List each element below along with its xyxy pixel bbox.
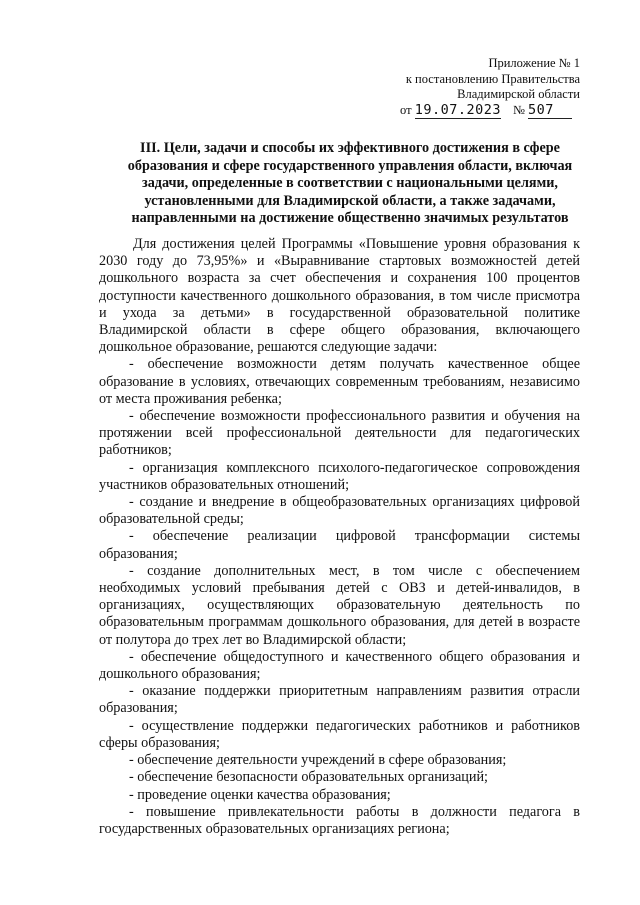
task-item: - организация комплексного психолого-педагогическое сопровождения участников образовательных отношений; <box>99 459 580 493</box>
date-value: 19.07.2023 <box>414 101 501 118</box>
task-item: - обеспечение безопасности образовательных организаций; <box>129 769 489 786</box>
task-item: - осуществление поддержки педагогических работников и работников сферы образования; <box>99 717 580 751</box>
task-item: - обеспечение деятельности учреждений в сфере образования; <box>129 752 507 769</box>
task-item: - обеспечение общедоступного и качественного общего образования и дошкольного образования; <box>99 648 580 683</box>
appendix-block <box>380 56 580 119</box>
heading-line-5: направленными на достижение общественно значимых результатов <box>131 210 569 227</box>
appendix-line3: Владимирской области <box>457 87 580 101</box>
number-value: 507 <box>528 103 572 119</box>
heading-line-4: установленными для Владимирской области, а также задачами, <box>144 192 556 209</box>
section-heading <box>100 140 600 228</box>
date-prefix: от <box>400 102 412 117</box>
appendix-title: Приложение № 1 <box>488 56 580 70</box>
task-item: - создание дополнительных мест, в том числе с обеспечением необходимых условий пребывания детей с ОВЗ и детей-инвалидов, в организациях, осуществляющих образовательную деятельность по образовательным программам дошкольного образования, для детей в возрасте от полутора до трех лет во Владимирской области; <box>99 562 580 648</box>
appendix-date-row <box>380 103 580 119</box>
appendix-line2: к постановлению Правительства <box>405 71 580 86</box>
task-item: - обеспечение реализации цифровой трансформации системы образования; <box>99 528 580 562</box>
task-item: - повышение привлекательности работы в должности педагога в государственных образовательных организациях региона; <box>99 803 580 837</box>
task-item: - обеспечение возможности профессионального развития и обучения на протяжении всей профессиональной деятельности для педагогических работников; <box>99 408 580 459</box>
task-item: - создание и внедрение в общеобразовательных организациях цифровой образовательной среды; <box>99 494 580 528</box>
heading-line-3: задачи, определенные в соответствии с национальными целями, <box>142 175 558 192</box>
intro-paragraph: Для достижения целей Программы «Повышение уровня образования к 2030 году до 73,95%» и «Выравнивание стартовых возможностей детей дошкольного возраста за счет обеспечения и сохранения 100 процентов доступности качественного дошкольного образования, в том числе присмотра и ухода за детьми» в государственной образовательной политике Владимирской области в сфере общего образования, включающего дошкольное образование, решаются следующие задачи: <box>99 236 580 356</box>
task-item: - оказание поддержки приоритетным направлениям развития отрасли образования; <box>99 683 580 717</box>
document-body <box>99 236 580 838</box>
task-item: - проведение оценки качества образования; <box>129 786 391 803</box>
number-prefix: № <box>512 102 525 117</box>
heading-line-1: III. Цели, задачи и способы их эффективного достижения в сфере <box>140 140 560 156</box>
task-item: - обеспечение возможности детям получать качественное общее образование в условиях, отвечающих современным требованиям, независимо от места проживания ребенка; <box>99 356 580 407</box>
heading-line-2: образования и сфере государственного управления области, включая <box>127 157 573 174</box>
